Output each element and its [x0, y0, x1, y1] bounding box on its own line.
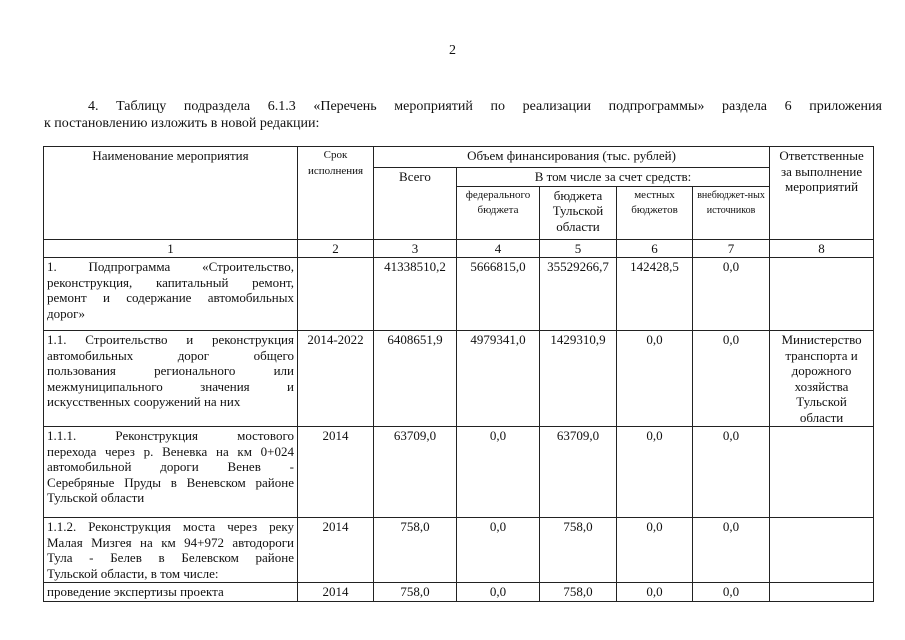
row-total: 41338510,2	[374, 258, 457, 331]
row-name	[44, 258, 298, 331]
row-name-line: 1.1.2. Реконструкция моста через реку	[47, 519, 294, 534]
header-name: Наименование мероприятия	[44, 147, 298, 240]
header-total: Всего	[374, 168, 457, 240]
row-responsible	[770, 427, 874, 518]
row-regional: 758,0	[540, 518, 617, 583]
colnum-1: 1	[44, 239, 298, 258]
header-responsible: Ответственные за выполнение мероприятий	[770, 147, 874, 240]
row-responsible	[770, 518, 874, 583]
row-name-line: искусственных сооружений на них	[47, 394, 241, 409]
row-term: 2014	[298, 583, 374, 602]
table-row	[44, 258, 874, 331]
row-name	[44, 518, 298, 583]
row-local: 0,0	[617, 331, 693, 427]
header-extra: внебюджет-ных источников	[693, 186, 770, 239]
row-federal: 4979341,0	[457, 331, 540, 427]
intro-line-1: 4. Таблицу подраздела 6.1.3 «Перечень мероприятий по реализации подпрограммы» раздела 6 приложения	[88, 99, 882, 114]
row-name-line: 1.1.1. Реконструкция мостового	[47, 428, 294, 443]
row-local: 0,0	[617, 427, 693, 518]
header-local: местных бюджетов	[617, 186, 693, 239]
row-name-line: проведение экспертизы проекта	[47, 584, 224, 599]
row-term: 2014-2022	[298, 331, 374, 427]
header-funding: Объем финансирования (тыс. рублей)	[374, 147, 770, 168]
colnum-8: 8	[770, 239, 874, 258]
row-name-line: 1. Подпрограмма «Строительство,	[47, 259, 294, 274]
colnum-3: 3	[374, 239, 457, 258]
colnum-7: 7	[693, 239, 770, 258]
header-federal: федерального бюджета	[457, 186, 540, 239]
row-local: 0,0	[617, 518, 693, 583]
header-regional: бюджета Тульской области	[540, 186, 617, 239]
row-term	[298, 258, 374, 331]
row-regional: 63709,0	[540, 427, 617, 518]
row-total: 6408651,9	[374, 331, 457, 427]
row-extra: 0,0	[693, 583, 770, 602]
page-number: 2	[449, 43, 456, 58]
row-extra: 0,0	[693, 258, 770, 331]
row-local: 0,0	[617, 583, 693, 602]
row-regional: 35529266,7	[540, 258, 617, 331]
colnum-2: 2	[298, 239, 374, 258]
row-name-line: Тула - Белев в Белевском районе	[47, 550, 294, 565]
row-responsible: Министерство транспорта и дорожного хозяйства Тульской области	[770, 331, 874, 427]
row-extra: 0,0	[693, 331, 770, 427]
row-name-line: перехода через р. Веневка на км 0+024	[47, 443, 294, 459]
row-regional: 1429310,9	[540, 331, 617, 427]
row-name-line: 1.1. Строительство и реконструкция	[47, 332, 294, 347]
row-name-line: Серебряные Пруды в Веневском районе	[47, 474, 294, 490]
row-federal: 5666815,0	[457, 258, 540, 331]
row-name-line: межмуниципального значения и	[47, 378, 294, 394]
row-name-line: Тульской области	[47, 490, 145, 505]
table-row	[44, 518, 874, 583]
row-total: 758,0	[374, 518, 457, 583]
row-name-line: автомобильных дорог общего	[47, 347, 294, 363]
row-name-line: реконструкция, капитальный ремонт,	[47, 274, 294, 290]
header-term: Срок исполнения	[298, 147, 374, 240]
table-row	[44, 427, 874, 518]
row-responsible	[770, 583, 874, 602]
row-term: 2014	[298, 518, 374, 583]
intro-line-2: к постановлению изложить в новой редакции:	[44, 116, 320, 131]
table-row	[44, 331, 874, 427]
header-including: В том числе за счет средств:	[457, 168, 770, 187]
row-extra: 0,0	[693, 518, 770, 583]
row-total: 758,0	[374, 583, 457, 602]
row-extra: 0,0	[693, 427, 770, 518]
row-local: 142428,5	[617, 258, 693, 331]
colnum-4: 4	[457, 239, 540, 258]
row-total: 63709,0	[374, 427, 457, 518]
table-row	[44, 583, 874, 602]
colnum-6: 6	[617, 239, 693, 258]
colnum-5: 5	[540, 239, 617, 258]
row-name-line: пользования регионального или	[47, 363, 294, 378]
row-name-line: Тульской области, в том числе:	[47, 565, 219, 581]
row-federal: 0,0	[457, 518, 540, 583]
row-name-line: ремонт и содержание автомобильных	[47, 290, 294, 305]
row-responsible	[770, 258, 874, 331]
row-term: 2014	[298, 427, 374, 518]
row-name	[44, 427, 298, 518]
row-name-line: дорог»	[47, 305, 85, 321]
row-name-line: автомобильной дороги Венев -	[47, 459, 294, 474]
row-name	[44, 583, 298, 602]
row-name	[44, 331, 298, 427]
measures-table	[43, 146, 874, 602]
intro-paragraph	[44, 98, 882, 132]
row-regional: 758,0	[540, 583, 617, 602]
row-name-line: Малая Мизгея на км 94+972 автодороги	[47, 534, 294, 550]
row-federal: 0,0	[457, 427, 540, 518]
row-federal: 0,0	[457, 583, 540, 602]
